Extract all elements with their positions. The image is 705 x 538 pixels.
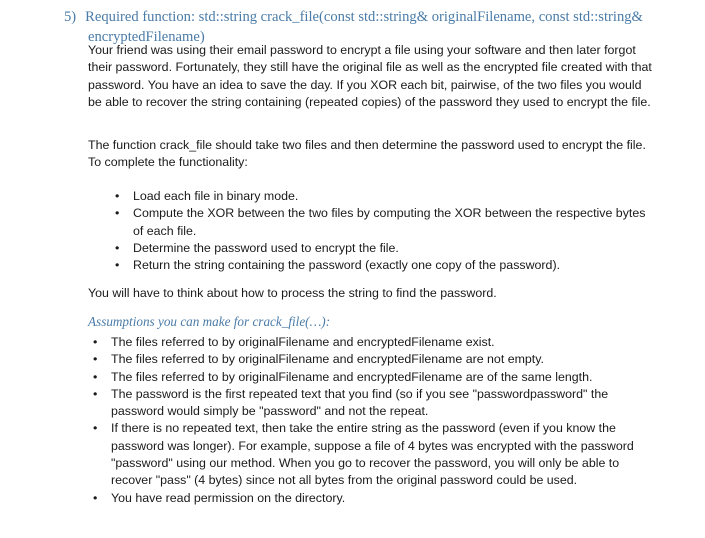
list-item-text: If there is no repeated text, then take the entire string as the password (even if you know the password was longer). For example, suppose a file of 4 bytes was encrypted with the password "password" using our method. When you go to recover the password, you will only be able to recover "pass" (4 bytes) since not all bytes from the original password could be used.	[111, 421, 634, 488]
list-item	[115, 240, 655, 257]
list-item	[115, 257, 655, 274]
list-item	[93, 351, 655, 368]
bullet-icon: •	[93, 335, 98, 349]
list-item	[93, 490, 655, 507]
list-item-text: The password is the first repeated text that you find (so if you see "passwordpassword" the password would simply be "password" and not the repeat.	[111, 386, 609, 419]
list-item	[93, 386, 655, 421]
bullet-icon: •	[115, 189, 120, 203]
task-paragraph: The function crack_file should take two files and then determine the password used to encrypt the file. To complete the functionality:	[88, 138, 646, 170]
bullet-icon: •	[93, 369, 98, 384]
assumptions-heading: Assumptions you can make for crack_file(…):	[88, 314, 331, 329]
hint-paragraph: You will have to think about how to process the string to find the password.	[88, 286, 497, 300]
list-item-text: The files referred to by originalFilename and encryptedFilename are not empty.	[111, 352, 544, 367]
question-heading-text: Required function: std::string crack_file(const std::string& originalFilename, const std::string& encryptedFilename)	[85, 9, 643, 45]
list-item	[93, 334, 655, 351]
bullet-icon: •	[115, 206, 120, 221]
list-item	[115, 188, 655, 205]
list-item-text: Compute the XOR between the two files by computing the XOR between the respective bytes of each file.	[133, 206, 646, 238]
bullet-icon: •	[93, 490, 98, 505]
list-item	[115, 205, 655, 240]
list-item	[93, 420, 655, 489]
list-item	[93, 369, 655, 386]
list-item-text: The files referred to by originalFilename and encryptedFilename are of the same length.	[111, 369, 593, 384]
bullet-icon: •	[115, 240, 120, 255]
bullet-icon: •	[93, 352, 98, 367]
list-item-text: Return the string containing the password (exactly one copy of the password).	[133, 258, 561, 273]
question-number: 5)	[64, 9, 77, 25]
bullet-icon: •	[93, 421, 98, 436]
bullet-icon: •	[93, 386, 98, 401]
list-item-text: Load each file in binary mode.	[133, 189, 299, 203]
list-item-text: Determine the password used to encrypt the file.	[133, 240, 399, 255]
assumptions-list	[93, 334, 655, 507]
list-item-text: The files referred to by originalFilename and encryptedFilename exist.	[111, 335, 495, 349]
intro-paragraph: Your friend was using their email password to encrypt a file using your software and then later forgot their password. Fortunately, they still have the original file as well as the encrypted file created with that password. You have an idea to save the day. If you XOR each bit, pairwise, of the two files you would be able to recover the string containing (repeated copies) of the password they used to encrypt the file.	[88, 43, 652, 109]
steps-list	[115, 188, 655, 274]
bullet-icon: •	[115, 258, 120, 273]
list-item-text: You have read permission on the directory.	[111, 490, 346, 505]
